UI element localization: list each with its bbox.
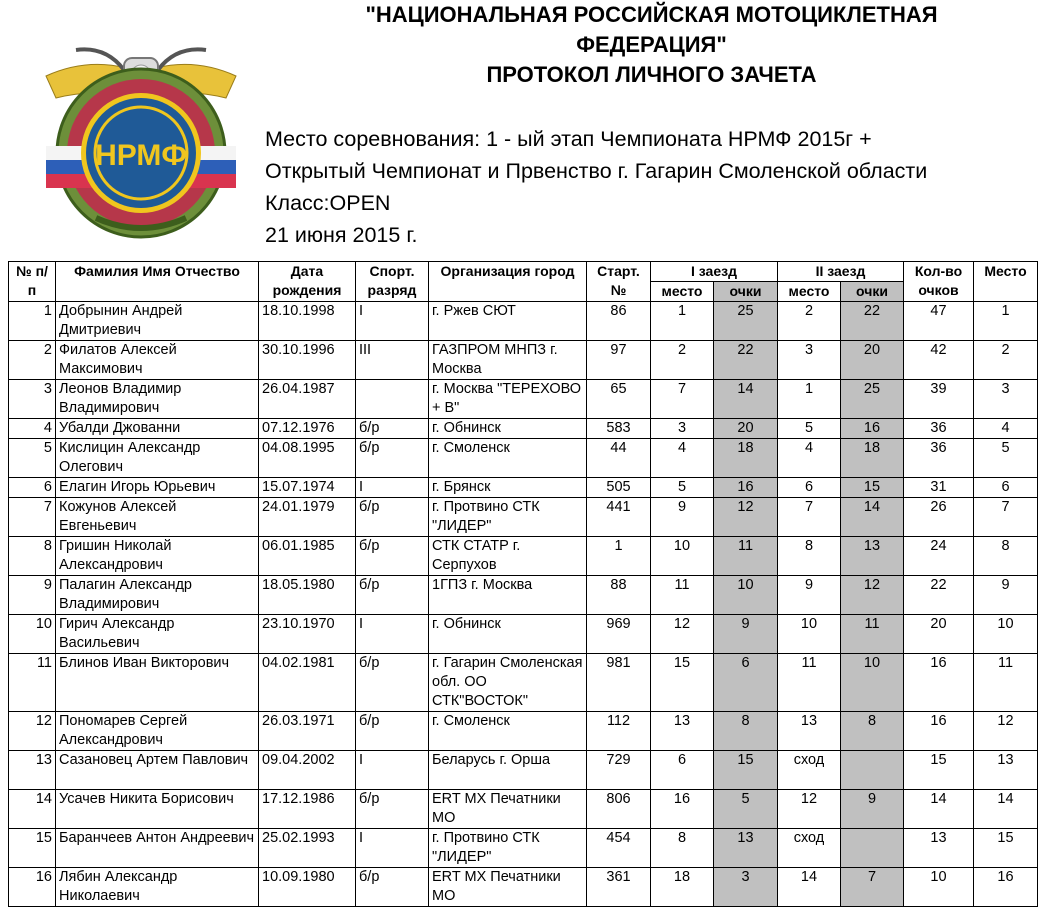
- cell-final-place: 7: [974, 498, 1038, 537]
- cell-num: 7: [9, 498, 56, 537]
- cell-start: 97: [587, 341, 651, 380]
- cell-dob: 10.09.1980: [259, 868, 356, 907]
- cell-name: Лябин Александр Николаевич: [56, 868, 259, 907]
- cell-rank: I: [356, 829, 429, 868]
- cell-total: 36: [904, 439, 974, 478]
- cell-total: 22: [904, 576, 974, 615]
- nrmf-logo-icon: [36, 28, 246, 240]
- cell-race1-place: 1: [651, 302, 714, 341]
- cell-race1-place: 2: [651, 341, 714, 380]
- cell-start: 1: [587, 537, 651, 576]
- cell-org: г. Обнинск: [429, 419, 587, 439]
- table-row: [9, 615, 1038, 654]
- cell-final-place: 5: [974, 439, 1038, 478]
- cell-race1-place: 6: [651, 751, 714, 790]
- cell-total: 20: [904, 615, 974, 654]
- table-row: [9, 537, 1038, 576]
- cell-race1-points: 12: [714, 498, 778, 537]
- cell-rank: б/р: [356, 712, 429, 751]
- cell-rank: [356, 380, 429, 419]
- cell-org: г. Брянск: [429, 478, 587, 498]
- cell-race1-place: 15: [651, 654, 714, 712]
- cell-org: г. Протвино СТК "ЛИДЕР": [429, 829, 587, 868]
- cell-race1-place: 13: [651, 712, 714, 751]
- table-row: [9, 439, 1038, 478]
- cell-race1-points: 15: [714, 751, 778, 790]
- cell-rank: б/р: [356, 868, 429, 907]
- cell-dob: 06.01.1985: [259, 537, 356, 576]
- table-row: [9, 654, 1038, 712]
- cell-final-place: 6: [974, 478, 1038, 498]
- cell-race2-place: 8: [778, 537, 841, 576]
- cell-name: Усачев Никита Борисович: [56, 790, 259, 829]
- cell-num: 8: [9, 537, 56, 576]
- cell-final-place: 13: [974, 751, 1038, 790]
- cell-name: Баранчеев Антон Андреевич: [56, 829, 259, 868]
- cell-race2-points: 9: [841, 790, 904, 829]
- cell-org: г. Смоленск: [429, 712, 587, 751]
- cell-start: 583: [587, 419, 651, 439]
- cell-total: 39: [904, 380, 974, 419]
- cell-num: 5: [9, 439, 56, 478]
- cell-race2-points: 20: [841, 341, 904, 380]
- cell-race2-points: 15: [841, 478, 904, 498]
- table-row: [9, 419, 1038, 439]
- cell-race1-points: 22: [714, 341, 778, 380]
- cell-race1-place: 16: [651, 790, 714, 829]
- table-row: [9, 751, 1038, 790]
- table-row: [9, 478, 1038, 498]
- cell-org: г. Гагарин Смоленская обл. ОО СТК"ВОСТОК": [429, 654, 587, 712]
- cell-num: 14: [9, 790, 56, 829]
- cell-final-place: 3: [974, 380, 1038, 419]
- cell-start: 981: [587, 654, 651, 712]
- cell-final-place: 12: [974, 712, 1038, 751]
- cell-race2-place: 5: [778, 419, 841, 439]
- cell-race1-place: 3: [651, 419, 714, 439]
- cell-rank: б/р: [356, 439, 429, 478]
- cell-race1-points: 16: [714, 478, 778, 498]
- cell-dob: 30.10.1996: [259, 341, 356, 380]
- table-row: [9, 302, 1038, 341]
- cell-start: 806: [587, 790, 651, 829]
- cell-race1-points: 25: [714, 302, 778, 341]
- title-line-2: ФЕДЕРАЦИЯ": [576, 32, 727, 57]
- col-header-race2-place: место: [778, 282, 841, 302]
- cell-num: 1: [9, 302, 56, 341]
- cell-rank: III: [356, 341, 429, 380]
- col-header-dob: Дата рождения: [259, 262, 356, 302]
- venue-line-2: Открытый Чемпионат и Првенство г. Гагарин Смоленской области: [265, 159, 928, 183]
- cell-num: 11: [9, 654, 56, 712]
- cell-race2-points: 14: [841, 498, 904, 537]
- cell-name: Убалди Джованни: [56, 419, 259, 439]
- cell-race1-points: 8: [714, 712, 778, 751]
- title-line-3: ПРОТОКОЛ ЛИЧНОГО ЗАЧЕТА: [486, 62, 817, 87]
- cell-race1-place: 10: [651, 537, 714, 576]
- cell-name: Гришин Николай Александрович: [56, 537, 259, 576]
- col-header-race1: I заезд: [651, 262, 778, 282]
- cell-race1-place: 7: [651, 380, 714, 419]
- cell-num: 16: [9, 868, 56, 907]
- cell-dob: 26.04.1987: [259, 380, 356, 419]
- cell-org: ERT MX Печатники МО: [429, 790, 587, 829]
- cell-start: 361: [587, 868, 651, 907]
- cell-final-place: 2: [974, 341, 1038, 380]
- cell-race1-place: 12: [651, 615, 714, 654]
- cell-dob: 23.10.1970: [259, 615, 356, 654]
- cell-start: 969: [587, 615, 651, 654]
- cell-start: 88: [587, 576, 651, 615]
- col-header-race2-points: очки: [841, 282, 904, 302]
- cell-race1-points: 13: [714, 829, 778, 868]
- cell-rank: I: [356, 302, 429, 341]
- cell-name: Палагин Александр Владимирович: [56, 576, 259, 615]
- title-line-1: "НАЦИОНАЛЬНАЯ РОССИЙСКАЯ МОТОЦИКЛЕТНАЯ: [365, 2, 938, 27]
- cell-race1-points: 3: [714, 868, 778, 907]
- cell-race2-points: 25: [841, 380, 904, 419]
- document-title: [260, 0, 1043, 90]
- col-header-final-place: Место: [974, 262, 1038, 302]
- cell-dob: 09.04.2002: [259, 751, 356, 790]
- cell-race1-points: 5: [714, 790, 778, 829]
- cell-total: 31: [904, 478, 974, 498]
- cell-race2-place: 7: [778, 498, 841, 537]
- cell-race2-points: 16: [841, 419, 904, 439]
- cell-name: Пономарев Сергей Александрович: [56, 712, 259, 751]
- cell-start: 454: [587, 829, 651, 868]
- cell-name: Филатов Алексей Максимович: [56, 341, 259, 380]
- cell-name: Елагин Игорь Юрьевич: [56, 478, 259, 498]
- cell-race2-points: 18: [841, 439, 904, 478]
- cell-race2-points: 10: [841, 654, 904, 712]
- cell-rank: б/р: [356, 576, 429, 615]
- cell-org: г. Обнинск: [429, 615, 587, 654]
- table-row: [9, 790, 1038, 829]
- logo-text: НРМФ: [95, 139, 187, 172]
- cell-num: 12: [9, 712, 56, 751]
- cell-race2-place: 6: [778, 478, 841, 498]
- cell-org: г. Смоленск: [429, 439, 587, 478]
- cell-race2-points: 8: [841, 712, 904, 751]
- cell-race1-place: 8: [651, 829, 714, 868]
- cell-dob: 24.01.1979: [259, 498, 356, 537]
- venue-line-1: Место соревнования: 1 - ый этап Чемпионата НРМФ 2015г +: [265, 127, 872, 151]
- cell-race1-points: 14: [714, 380, 778, 419]
- cell-dob: 15.07.1974: [259, 478, 356, 498]
- cell-total: 24: [904, 537, 974, 576]
- cell-race1-points: 9: [714, 615, 778, 654]
- cell-race2-place: 12: [778, 790, 841, 829]
- cell-dob: 04.08.1995: [259, 439, 356, 478]
- cell-final-place: 16: [974, 868, 1038, 907]
- table-row: [9, 829, 1038, 868]
- cell-start: 112: [587, 712, 651, 751]
- cell-rank: I: [356, 478, 429, 498]
- cell-total: 16: [904, 654, 974, 712]
- cell-race2-place: сход: [778, 751, 841, 790]
- cell-dob: 04.02.1981: [259, 654, 356, 712]
- cell-race2-place: сход: [778, 829, 841, 868]
- cell-race2-place: 2: [778, 302, 841, 341]
- cell-final-place: 10: [974, 615, 1038, 654]
- cell-rank: I: [356, 615, 429, 654]
- col-header-race2: II заезд: [778, 262, 904, 282]
- cell-dob: 26.03.1971: [259, 712, 356, 751]
- cell-race2-points: 11: [841, 615, 904, 654]
- cell-rank: б/р: [356, 654, 429, 712]
- cell-dob: 17.12.1986: [259, 790, 356, 829]
- cell-name: Леонов Владимир Владимирович: [56, 380, 259, 419]
- cell-total: 16: [904, 712, 974, 751]
- cell-race1-points: 20: [714, 419, 778, 439]
- table-row: [9, 868, 1038, 907]
- cell-race2-place: 9: [778, 576, 841, 615]
- cell-org: СТК СТАТР г. Серпухов: [429, 537, 587, 576]
- col-header-start: Старт. №: [587, 262, 651, 302]
- cell-dob: 18.10.1998: [259, 302, 356, 341]
- table-row: [9, 712, 1038, 751]
- cell-org: г. Ржев СЮТ: [429, 302, 587, 341]
- table-row: [9, 498, 1038, 537]
- cell-race2-place: 10: [778, 615, 841, 654]
- cell-rank: б/р: [356, 537, 429, 576]
- cell-race1-place: 18: [651, 868, 714, 907]
- cell-name: Кислицин Александр Олегович: [56, 439, 259, 478]
- cell-race2-points: 7: [841, 868, 904, 907]
- col-header-total: Кол-во очков: [904, 262, 974, 302]
- cell-total: 15: [904, 751, 974, 790]
- cell-race2-place: 14: [778, 868, 841, 907]
- cell-rank: I: [356, 751, 429, 790]
- date-line: 21 июня 2015 г.: [265, 223, 418, 247]
- cell-rank: б/р: [356, 498, 429, 537]
- cell-num: 15: [9, 829, 56, 868]
- cell-race2-place: 1: [778, 380, 841, 419]
- col-header-rank: Спорт. разряд: [356, 262, 429, 302]
- cell-name: Гирич Александр Васильевич: [56, 615, 259, 654]
- cell-dob: 18.05.1980: [259, 576, 356, 615]
- cell-race1-points: 18: [714, 439, 778, 478]
- col-header-num: № п/п: [9, 262, 56, 302]
- cell-final-place: 14: [974, 790, 1038, 829]
- col-header-org: Организация город: [429, 262, 587, 302]
- cell-race2-place: 4: [778, 439, 841, 478]
- results-table: [8, 261, 1038, 907]
- cell-name: Сазановец Артем Павлович: [56, 751, 259, 790]
- col-header-race1-place: место: [651, 282, 714, 302]
- cell-race1-place: 11: [651, 576, 714, 615]
- cell-final-place: 1: [974, 302, 1038, 341]
- cell-name: Кожунов Алексей Евгеньевич: [56, 498, 259, 537]
- cell-start: 505: [587, 478, 651, 498]
- cell-race1-place: 9: [651, 498, 714, 537]
- col-header-name: Фамилия Имя Отчество: [56, 262, 259, 302]
- cell-race1-place: 4: [651, 439, 714, 478]
- cell-rank: б/р: [356, 419, 429, 439]
- cell-num: 4: [9, 419, 56, 439]
- table-row: [9, 380, 1038, 419]
- cell-start: 441: [587, 498, 651, 537]
- cell-final-place: 15: [974, 829, 1038, 868]
- cell-num: 13: [9, 751, 56, 790]
- cell-start: 86: [587, 302, 651, 341]
- cell-num: 10: [9, 615, 56, 654]
- cell-num: 9: [9, 576, 56, 615]
- cell-name: Добрынин Андрей Дмитриевич: [56, 302, 259, 341]
- table-row: [9, 341, 1038, 380]
- cell-race2-points: [841, 751, 904, 790]
- cell-name: Блинов Иван Викторович: [56, 654, 259, 712]
- cell-total: 10: [904, 868, 974, 907]
- cell-num: 6: [9, 478, 56, 498]
- cell-org: ГАЗПРОМ МНПЗ г. Москва: [429, 341, 587, 380]
- cell-race2-points: [841, 829, 904, 868]
- cell-race2-place: 11: [778, 654, 841, 712]
- cell-org: г. Протвино СТК "ЛИДЕР": [429, 498, 587, 537]
- cell-race1-place: 5: [651, 478, 714, 498]
- col-header-race1-points: очки: [714, 282, 778, 302]
- cell-race2-points: 13: [841, 537, 904, 576]
- cell-org: г. Москва "ТЕРЕХОВО + В": [429, 380, 587, 419]
- cell-num: 3: [9, 380, 56, 419]
- cell-org: Беларусь г. Орша: [429, 751, 587, 790]
- competition-info: [265, 123, 927, 251]
- cell-org: 1ГПЗ г. Москва: [429, 576, 587, 615]
- cell-final-place: 8: [974, 537, 1038, 576]
- cell-race2-points: 22: [841, 302, 904, 341]
- cell-race1-points: 10: [714, 576, 778, 615]
- cell-race2-points: 12: [841, 576, 904, 615]
- cell-start: 729: [587, 751, 651, 790]
- cell-final-place: 11: [974, 654, 1038, 712]
- cell-total: 26: [904, 498, 974, 537]
- cell-race1-points: 6: [714, 654, 778, 712]
- cell-dob: 25.02.1993: [259, 829, 356, 868]
- cell-start: 65: [587, 380, 651, 419]
- cell-final-place: 9: [974, 576, 1038, 615]
- cell-dob: 07.12.1976: [259, 419, 356, 439]
- table-row: [9, 576, 1038, 615]
- cell-num: 2: [9, 341, 56, 380]
- cell-race1-points: 11: [714, 537, 778, 576]
- cell-total: 42: [904, 341, 974, 380]
- cell-race2-place: 13: [778, 712, 841, 751]
- cell-final-place: 4: [974, 419, 1038, 439]
- cell-race2-place: 3: [778, 341, 841, 380]
- cell-start: 44: [587, 439, 651, 478]
- class-line: Класс:OPEN: [265, 191, 391, 215]
- cell-total: 14: [904, 790, 974, 829]
- cell-total: 13: [904, 829, 974, 868]
- cell-total: 36: [904, 419, 974, 439]
- cell-org: ERT MX Печатники МО: [429, 868, 587, 907]
- cell-total: 47: [904, 302, 974, 341]
- cell-rank: б/р: [356, 790, 429, 829]
